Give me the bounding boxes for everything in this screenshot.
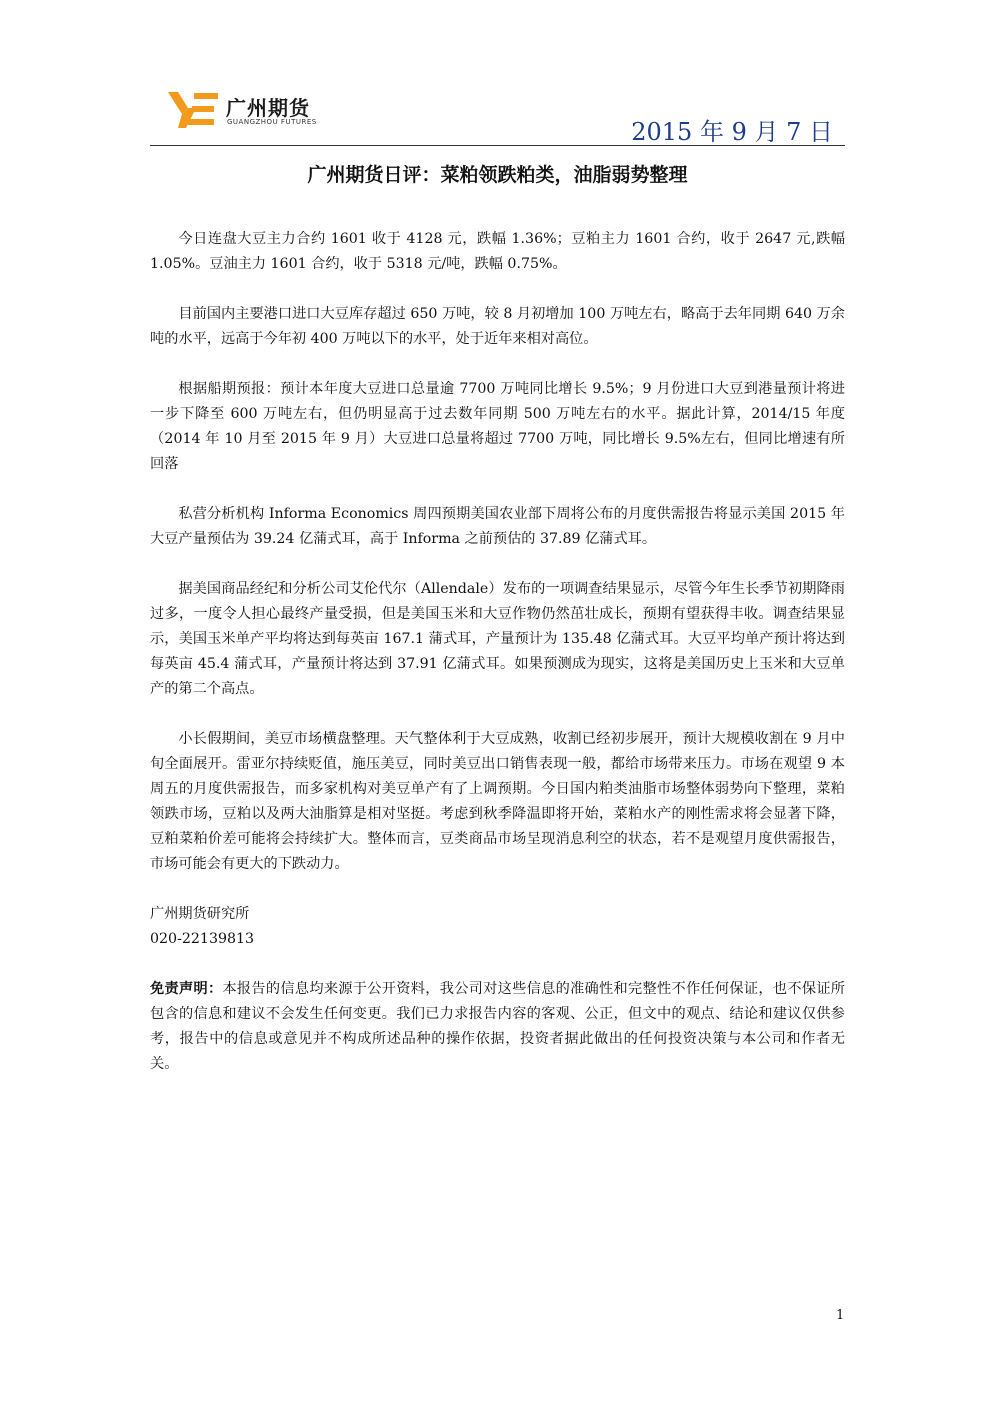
paragraph: 私营分析机构 Informa Economics 周四预期美国农业部下周将公布的月度供需报告将显示美国 2015 年大豆产量预估为 39.24 亿蒲式耳，高于 Informa 之前预估的 37.89 亿蒲式耳。	[150, 506, 845, 547]
paragraph: 目前国内主要港口进口大豆库存超过 650 万吨，较 8 月初增加 100 万吨左右，略高于去年同期 640 万余吨的水平，远高于今年初 400 万吨以下的水平，处于近年来相对高位。	[150, 306, 845, 347]
logo-mark-icon	[168, 90, 220, 130]
signature-phone: 020-22139813	[150, 931, 255, 947]
report-body	[150, 227, 845, 1077]
paragraph: 今日连盘大豆主力合约 1601 收于 4128 元，跌幅 1.36%；豆粕主力 1601 合约，收于 2647 元,跌幅 1.05%。豆油主力 1601 合约，收于 5318 元/吨，跌幅 0.75%。	[150, 231, 845, 272]
signature-block	[150, 902, 845, 952]
page-header	[150, 82, 845, 148]
paragraph: 小长假期间，美豆市场横盘整理。天气整体利于大豆成熟，收割已经初步展开，预计大规模收割在 9 月中旬全面展开。雷亚尔持续贬值，施压美豆，同时美豆出口销售表现一般，都给市场带来压力。市场在观望 9 本周五的月度供需报告，而多家机构对美豆单产有了上调预期。今日国内粕类油脂市场整体弱势向下整理，菜粕领跌市场，豆粕以及两大油脂算是相对坚挺。考虑到秋季降温即将开始，菜粕水产的刚性需求将会显著下降，豆粕菜粕价差可能将会持续扩大。整体而言，豆类商品市场呈现消息利空的状态，若不是观望月度供需报告，市场可能会有更大的下跌动力。	[150, 731, 845, 872]
signature-org: 广州期货研究所	[150, 906, 250, 922]
disclaimer-text: 本报告的信息均来源于公开资料，我公司对这些信息的准确性和完整性不作任何保证，也不保证所包含的信息和建议不会发生任何变更。我们已力求报告内容的客观、公正，但文中的观点、结论和建议仅供参考，报告中的信息或意见并不构成所述品种的操作依据，投资者据此做出的任何投资决策与本公司和作者无关。	[150, 981, 845, 1072]
disclaimer	[150, 977, 845, 1077]
page-number: 1	[836, 1308, 845, 1323]
report-title: 广州期货日评：菜粕领跌粕类，油脂弱势整理	[307, 164, 688, 186]
disclaimer-label: 免责声明：	[150, 981, 223, 997]
company-logo	[168, 90, 368, 134]
logo-name: 广州期货	[226, 96, 310, 120]
paragraph: 据美国商品经纪和分析公司艾伦代尔（Allendale）发布的一项调查结果显示，尽管今年生长季节初期降雨过多，一度令人担心最终产量受损，但是美国玉米和大豆作物仍然茁壮成长，预期有望获得丰收。调查结果显示，美国玉米单产平均将达到每英亩 167.1 蒲式耳，产量预计为 135.48 亿蒲式耳。大豆平均单产预计将达到每英亩 45.4 蒲式耳，产量预计将达到 37.91 亿蒲式耳。如果预测成为现实，这将是美国历史上玉米和大豆单产的第二个高点。	[150, 581, 845, 697]
paragraph: 根据船期预报：预计本年度大豆进口总量逾 7700 万吨同比增长 9.5%；9 月份进口大豆到港量预计将进一步下降至 600 万吨左右，但仍明显高于过去数年同期 500 万吨左右的水平。据此计算，2014/15 年度（2014 年 10 月至 2015 年 9 月）大豆进口总量将超过 7700 万吨，同比增长 9.5%左右，但同比增速有所回落	[150, 381, 845, 472]
header-divider	[150, 145, 845, 146]
logo-subtitle: GUANGZHOU FUTURES	[227, 118, 317, 126]
report-date: 2015 年 9 月 7 日	[631, 118, 833, 146]
